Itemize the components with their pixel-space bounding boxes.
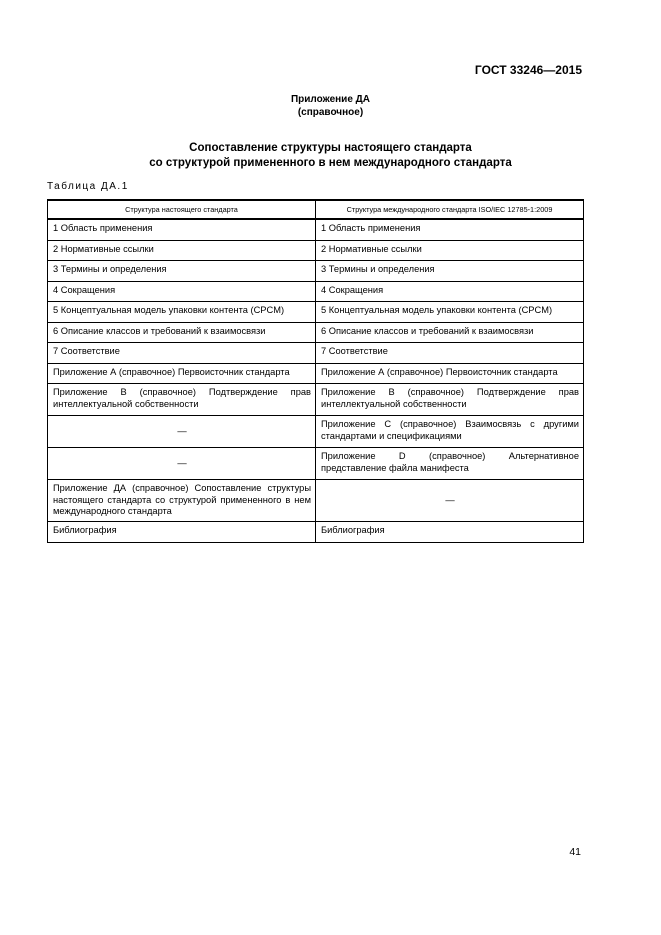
cell-international-standard: Библиография [316, 522, 584, 543]
table-header-row [48, 200, 584, 219]
table-row [48, 281, 584, 302]
table-row [48, 416, 584, 448]
cell-this-standard: Приложение А (справочное) Первоисточник стандарта [48, 363, 316, 384]
table-row [48, 363, 584, 384]
cell-international-standard: 7 Соответствие [316, 343, 584, 364]
cell-this-standard: 4 Сокращения [48, 281, 316, 302]
cell-this-standard: 3 Термины и определения [48, 261, 316, 282]
header-international-standard: Структура международного стандарта ISO/IEC 12785-1:2009 [316, 200, 584, 219]
annex-block [0, 93, 661, 119]
table-row [48, 384, 584, 416]
cell-international-standard: Приложение D (справочное) Альтернативное представление файла манифеста [316, 448, 584, 480]
table-caption: Таблица ДА.1 [47, 181, 129, 192]
table-row [48, 261, 584, 282]
cell-international-standard: Приложение С (справочное) Взаимосвязь с другими стандартами и спецификациями [316, 416, 584, 448]
cell-international-standard: 2 Нормативные ссылки [316, 240, 584, 261]
cell-this-standard: 1 Область применения [48, 219, 316, 240]
cell-international-standard: Приложение В (справочное) Подтверждение прав интеллектуальной собственности [316, 384, 584, 416]
cell-this-standard: 7 Соответствие [48, 343, 316, 364]
annex-title: Приложение ДА [290, 94, 371, 105]
heading-line-1: Сопоставление структуры настоящего стандарта [189, 142, 472, 154]
cell-international-standard: 1 Область применения [316, 219, 584, 240]
cell-this-standard: 5 Концептуальная модель упаковки контента (CPCM) [48, 302, 316, 323]
table-row [48, 302, 584, 323]
cell-international-standard: 5 Концептуальная модель упаковки контента (CPCM) [316, 302, 584, 323]
cell-this-standard: — [48, 448, 316, 480]
page-number: 41 [569, 846, 581, 858]
cell-this-standard: 2 Нормативные ссылки [48, 240, 316, 261]
cell-international-standard: 4 Сокращения [316, 281, 584, 302]
cell-international-standard: Приложение А (справочное) Первоисточник стандарта [316, 363, 584, 384]
header-this-standard: Структура настоящего стандарта [48, 200, 316, 219]
cell-international-standard: 6 Описание классов и требований к взаимосвязи [316, 322, 584, 343]
section-heading [0, 141, 661, 171]
table-row [48, 522, 584, 543]
cell-international-standard: — [316, 480, 584, 522]
cell-this-standard: Приложение ДА (справочное) Сопоставление структуры настоящего стандарта со структурой примененного в нем международного стандарта [48, 480, 316, 522]
annex-type: (справочное) [297, 107, 364, 118]
table-row [48, 343, 584, 364]
table-row [48, 448, 584, 480]
table-row [48, 240, 584, 261]
table-row [48, 480, 584, 522]
table-row [48, 219, 584, 240]
comparison-table [47, 199, 584, 543]
table-row [48, 322, 584, 343]
cell-this-standard: Библиография [48, 522, 316, 543]
cell-this-standard: — [48, 416, 316, 448]
cell-this-standard: Приложение В (справочное) Подтверждение прав интеллектуальной собственности [48, 384, 316, 416]
heading-line-2: со структурой примененного в нем международного стандарта [149, 157, 512, 169]
cell-international-standard: 3 Термины и определения [316, 261, 584, 282]
cell-this-standard: 6 Описание классов и требований к взаимосвязи [48, 322, 316, 343]
document-code: ГОСТ 33246—2015 [474, 63, 582, 77]
